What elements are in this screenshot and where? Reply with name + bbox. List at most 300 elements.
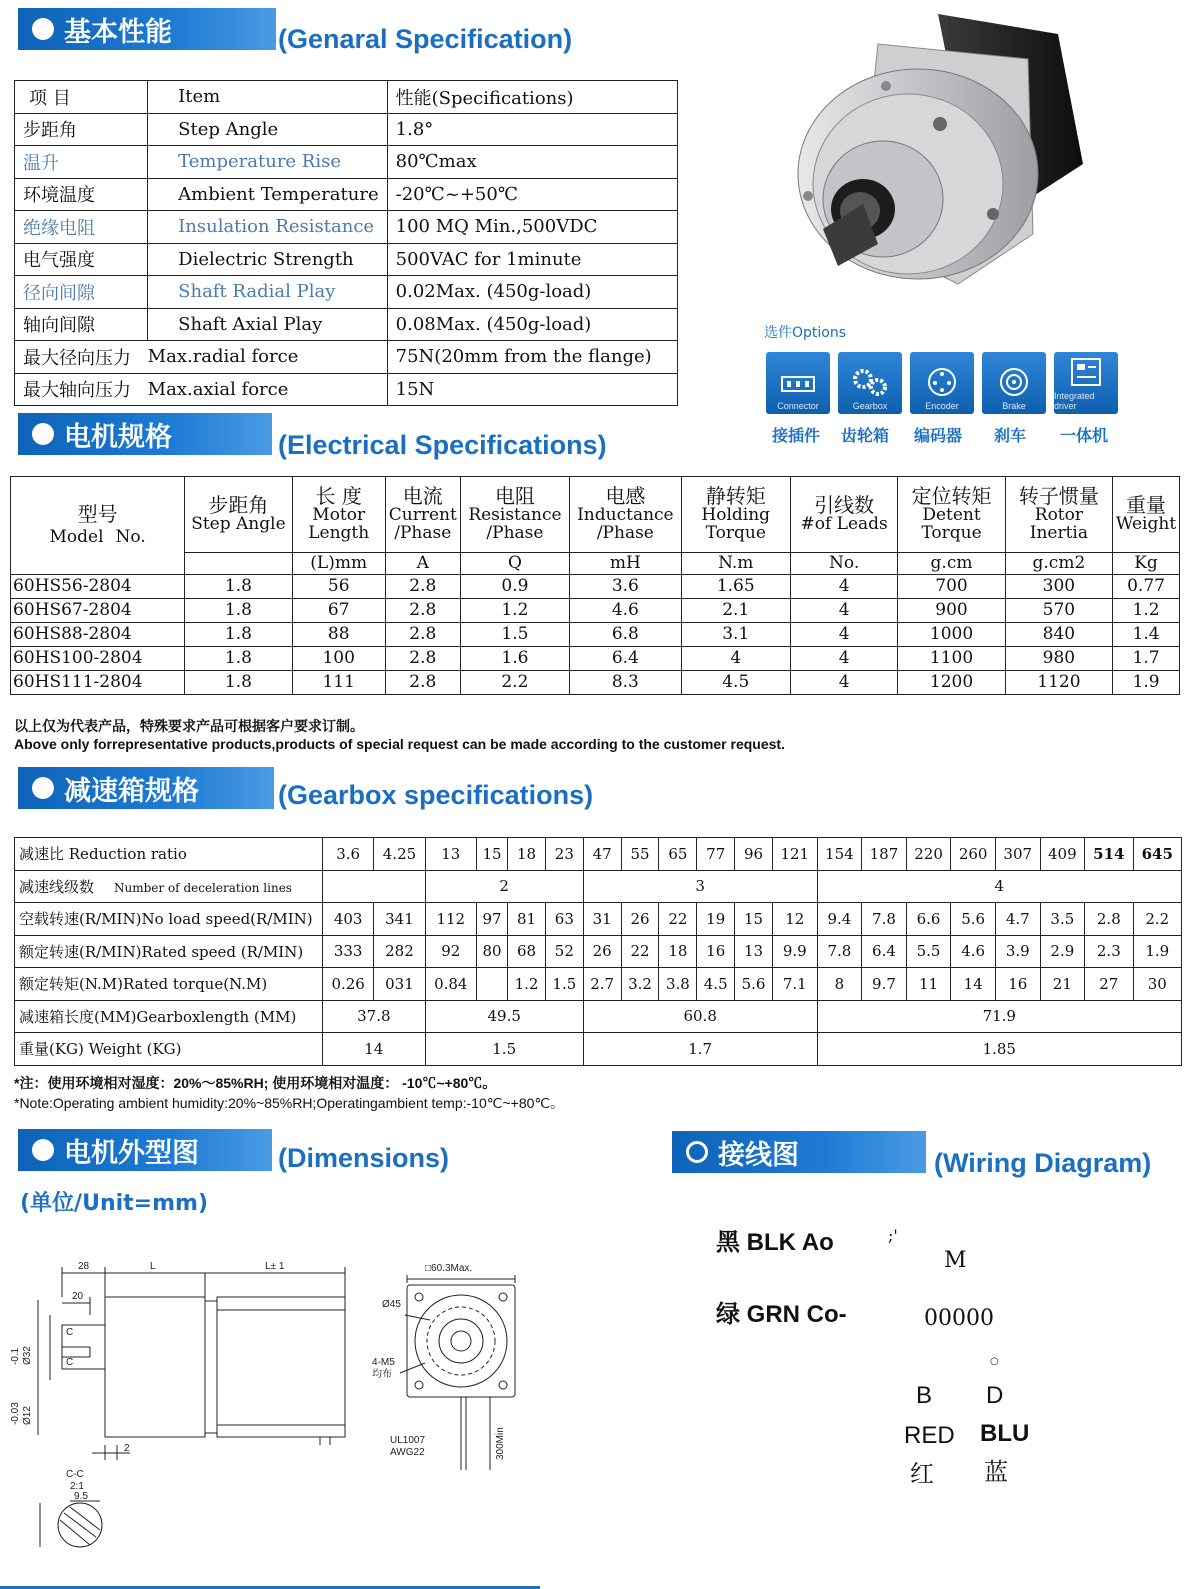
electrical-value: 3.1 bbox=[681, 623, 790, 647]
gearbox-noload-label: 空载转速(R/MIN)No load speed(R/MIN) bbox=[15, 903, 323, 936]
gearbox-noload-row bbox=[15, 903, 1182, 936]
gearbox-value: 1.9 bbox=[1133, 935, 1182, 968]
electrical-value: 0.9 bbox=[460, 575, 569, 599]
spec-row-en: Temperature Rise bbox=[148, 146, 387, 179]
wire-mark: ;' bbox=[888, 1226, 898, 1245]
dim-300: 300Min bbox=[495, 1427, 506, 1460]
gearbox-length-value: 49.5 bbox=[425, 1000, 583, 1033]
electrical-spec-table bbox=[10, 476, 1180, 695]
gearbox-value: 52 bbox=[545, 935, 583, 968]
electrical-header-cell bbox=[292, 477, 385, 553]
electrical-value: 840 bbox=[1005, 623, 1112, 647]
spec-row-en: Dielectric Strength bbox=[148, 243, 387, 276]
electrical-header-en1: Current bbox=[388, 505, 457, 526]
electrical-value: 0.77 bbox=[1113, 575, 1180, 599]
gearbox-value: 77 bbox=[697, 838, 735, 871]
gearbox-rated-row bbox=[15, 935, 1182, 968]
electrical-value: 67 bbox=[292, 599, 385, 623]
gearbox-value: 9.9 bbox=[772, 935, 817, 968]
spec-header-value: 性能(Specifications) bbox=[387, 81, 677, 114]
option-connector[interactable] bbox=[766, 352, 830, 414]
electrical-header-en2: /Phase bbox=[596, 523, 654, 543]
electrical-value: 4.6 bbox=[570, 599, 681, 623]
electrical-header-cell bbox=[570, 477, 681, 553]
gearbox-length-value: 60.8 bbox=[583, 1000, 817, 1033]
electrical-value: 6.4 bbox=[570, 647, 681, 671]
electrical-value: 1.2 bbox=[460, 599, 569, 623]
electrical-header-row bbox=[11, 477, 1180, 553]
gearbox-value: 26 bbox=[583, 935, 621, 968]
gearbox-note-cn: *注：使用环境相对湿度：20%～85%RH; 使用环境相对温度： -10℃~+80℃。 bbox=[14, 1075, 497, 1091]
dim-ratio: 2:1 bbox=[70, 1481, 84, 1492]
electrical-value: 1.8 bbox=[185, 599, 292, 623]
option-brake-en: Brake bbox=[1002, 401, 1026, 411]
spec-row-en: Shaft Radial Play bbox=[148, 276, 387, 309]
option-integrated-driver-cn: 一体机 bbox=[1060, 426, 1109, 445]
electrical-value: 4 bbox=[790, 599, 897, 623]
gearbox-stage-value: 3 bbox=[583, 870, 817, 903]
gearbox-value: 4.7 bbox=[995, 903, 1040, 936]
general-section-title-cn: 基本性能 bbox=[64, 16, 172, 48]
gearbox-value: 7.8 bbox=[817, 935, 862, 968]
gearbox-spec-table bbox=[14, 837, 1182, 1066]
integrated-driver-icon bbox=[1066, 355, 1106, 389]
spec-row-cn: 温升 bbox=[15, 146, 148, 179]
electrical-header-cn: 步距角 bbox=[208, 493, 269, 518]
gearbox-value: 341 bbox=[374, 903, 425, 936]
electrical-value: 6.8 bbox=[570, 623, 681, 647]
electrical-header-cell bbox=[898, 477, 1005, 553]
bullet-icon bbox=[686, 1141, 708, 1163]
gearbox-weight-value: 14 bbox=[323, 1033, 426, 1066]
spec-row bbox=[15, 178, 678, 211]
gearbox-value: 2.3 bbox=[1085, 935, 1133, 968]
electrical-header-cn: 静转矩 bbox=[705, 484, 766, 509]
gearbox-stage-value: 2 bbox=[425, 870, 583, 903]
gearbox-value: 4.5 bbox=[697, 968, 735, 1001]
gearbox-value: 2.2 bbox=[1133, 903, 1182, 936]
gearbox-value: 3.9 bbox=[995, 935, 1040, 968]
gearbox-value: 2.7 bbox=[583, 968, 621, 1001]
spec-header-item-en: Item bbox=[148, 81, 387, 114]
spec-header-item-cn: 项 目 bbox=[15, 81, 148, 114]
electrical-header-cell bbox=[1113, 477, 1180, 553]
gearbox-value: 3.5 bbox=[1040, 903, 1085, 936]
option-integrated-driver-en: Integrated driver bbox=[1054, 391, 1095, 411]
spec-row-value: 1.8° bbox=[387, 113, 677, 146]
wire-d-label: D bbox=[986, 1382, 1004, 1409]
spec-row-cn: 最大轴向压力 bbox=[15, 373, 148, 406]
gearbox-value: 1.2 bbox=[508, 968, 546, 1001]
spec-row bbox=[15, 276, 678, 309]
spec-row-cn: 绝缘电阻 bbox=[15, 211, 148, 244]
gearbox-value: 645 bbox=[1133, 838, 1182, 871]
option-connector-en: Connector bbox=[777, 401, 819, 411]
gearbox-stage-value bbox=[323, 870, 426, 903]
electrical-value: 2.8 bbox=[385, 575, 460, 599]
electrical-value: 2.8 bbox=[385, 647, 460, 671]
electrical-header-en2: Length bbox=[308, 523, 370, 543]
gearbox-value: 9.4 bbox=[817, 903, 862, 936]
electrical-header-cell bbox=[11, 477, 185, 575]
electrical-value: 4 bbox=[790, 671, 897, 695]
gearbox-weight-value: 1.7 bbox=[583, 1033, 817, 1066]
gearbox-value: 26 bbox=[621, 903, 659, 936]
electrical-value: 1.4 bbox=[1113, 623, 1180, 647]
option-gearbox-en: Gearbox bbox=[852, 401, 888, 411]
gearbox-value: 514 bbox=[1085, 838, 1133, 871]
gearbox-weight-label: 重量(KG) Weight (KG) bbox=[15, 1033, 323, 1066]
spec-row-en: Shaft Axial Play bbox=[148, 308, 387, 341]
general-spec-table bbox=[14, 80, 678, 406]
spec-row-cn: 轴向间隙 bbox=[15, 308, 148, 341]
wire-blue-cn: 蓝 bbox=[984, 1458, 1008, 1486]
spec-row-value: 0.08Max. (450g-load) bbox=[387, 308, 677, 341]
electrical-value: 2.1 bbox=[681, 599, 790, 623]
dim-m5: 4-M5 bbox=[372, 1357, 395, 1368]
bullet-icon bbox=[32, 1139, 54, 1161]
electrical-value: 4 bbox=[790, 647, 897, 671]
gearbox-rated-label: 额定转速(R/MIN)Rated speed (R/MIN) bbox=[15, 935, 323, 968]
dim-square: □60.3Max. bbox=[425, 1263, 473, 1274]
gearbox-value: 0.26 bbox=[323, 968, 374, 1001]
electrical-value: 1.9 bbox=[1113, 671, 1180, 695]
electrical-header-en1: Motor bbox=[312, 505, 366, 526]
wire-motor-label: M bbox=[944, 1248, 967, 1273]
dim-m5-even: 均布 bbox=[372, 1369, 392, 1380]
general-section-bar bbox=[18, 8, 276, 50]
gearbox-value: 13 bbox=[735, 935, 773, 968]
electrical-value: 4.5 bbox=[681, 671, 790, 695]
electrical-header-cn: 重量 bbox=[1126, 493, 1167, 518]
dim-l: L bbox=[150, 1261, 156, 1272]
dimensions-section-title-en: (Dimensions) bbox=[278, 1143, 450, 1173]
spec-row bbox=[15, 243, 678, 276]
electrical-header-cell bbox=[681, 477, 790, 553]
option-brake[interactable] bbox=[982, 352, 1046, 414]
gearbox-value: 19 bbox=[697, 903, 735, 936]
gearbox-value: 3.2 bbox=[621, 968, 659, 1001]
gearbox-value: 307 bbox=[995, 838, 1040, 871]
gearbox-value: 11 bbox=[906, 968, 951, 1001]
dim-l-tol: L± 1 bbox=[265, 1261, 285, 1272]
electrical-header-en1: Detent bbox=[922, 505, 981, 526]
gearbox-value: 154 bbox=[817, 838, 862, 871]
gearbox-value: 31 bbox=[583, 903, 621, 936]
gearbox-value: 187 bbox=[862, 838, 907, 871]
electrical-unit-cell: Kg bbox=[1113, 553, 1180, 575]
spec-row-cn: 径向间隙 bbox=[15, 276, 148, 309]
electrical-value: 980 bbox=[1005, 647, 1112, 671]
gearbox-value: 80 bbox=[476, 935, 507, 968]
electrical-header-cell bbox=[385, 477, 460, 553]
electrical-value: 1.8 bbox=[185, 623, 292, 647]
spec-row-value: 75N(20mm from the flange) bbox=[387, 341, 677, 374]
electrical-value: 1.65 bbox=[681, 575, 790, 599]
gearbox-ratio-label: 减速比 Reduction ratio bbox=[15, 838, 323, 871]
electrical-row bbox=[11, 599, 1180, 623]
gearbox-stages-row bbox=[15, 870, 1182, 903]
spec-row-en: Insulation Resistance bbox=[148, 211, 387, 244]
electrical-value: 8.3 bbox=[570, 671, 681, 695]
spec-row bbox=[15, 146, 678, 179]
gearbox-value: 16 bbox=[697, 935, 735, 968]
electrical-unit-cell: (L)mm bbox=[292, 553, 385, 575]
gearbox-value: 68 bbox=[508, 935, 546, 968]
electrical-unit-cell: g.cm bbox=[898, 553, 1005, 575]
gearbox-value: 97 bbox=[476, 903, 507, 936]
encoder-icon bbox=[922, 365, 962, 399]
gearbox-weight-value: 1.5 bbox=[425, 1033, 583, 1066]
gearbox-value: 63 bbox=[545, 903, 583, 936]
bullet-icon bbox=[32, 18, 54, 40]
gearbox-value: 65 bbox=[659, 838, 697, 871]
electrical-value: 1.6 bbox=[460, 647, 569, 671]
spec-row-cn: 步距角 bbox=[15, 113, 148, 146]
wiring-section-bar bbox=[672, 1131, 926, 1173]
gearbox-value: 27 bbox=[1085, 968, 1133, 1001]
electrical-header-cell bbox=[1005, 477, 1112, 553]
electrical-header-en1: Step Angle bbox=[191, 514, 286, 535]
wire-b-label: B bbox=[916, 1382, 933, 1409]
options-title: 选件Options bbox=[764, 325, 847, 341]
gearbox-value: 92 bbox=[425, 935, 476, 968]
electrical-header-en1: Resistance bbox=[468, 505, 562, 526]
spec-row-value: 15N bbox=[387, 373, 677, 406]
gearbox-length-label: 减速箱长度(MM)Gearboxlength (MM) bbox=[15, 1000, 323, 1033]
dim-cc: C-C bbox=[66, 1469, 84, 1480]
wire-red-label: RED bbox=[904, 1422, 955, 1449]
gearbox-value: 47 bbox=[583, 838, 621, 871]
electrical-value: 100 bbox=[292, 647, 385, 671]
electrical-header-cell bbox=[460, 477, 569, 553]
gearbox-value: 3.8 bbox=[659, 968, 697, 1001]
gearbox-stages-en: Number of deceleration lines bbox=[114, 880, 292, 895]
spec-row-cn: 环境温度 bbox=[15, 178, 148, 211]
bullet-icon bbox=[32, 777, 54, 799]
electrical-note-en: Above only forrepresentative products,products of special request can be made according to the customer request. bbox=[14, 736, 785, 752]
electrical-unit-cell: g.cm2 bbox=[1005, 553, 1112, 575]
electrical-row bbox=[11, 575, 1180, 599]
gearbox-value bbox=[476, 968, 507, 1001]
electrical-header-en2: Torque bbox=[705, 523, 766, 543]
gearbox-value: 0.84 bbox=[425, 968, 476, 1001]
electrical-header-en2: /Phase bbox=[486, 523, 544, 543]
dim-95: 9.5 bbox=[74, 1491, 88, 1502]
spec-row bbox=[15, 341, 678, 374]
dim-phi32: Ø32 bbox=[22, 1346, 33, 1365]
dim-phi12: Ø12 bbox=[22, 1406, 33, 1425]
electrical-value: 2.8 bbox=[385, 671, 460, 695]
gearbox-ratio-row bbox=[15, 838, 1182, 871]
spec-row-value: 500VAC for 1minute bbox=[387, 243, 677, 276]
option-integrated-driver[interactable] bbox=[1054, 352, 1118, 414]
electrical-model: 60HS88-2804 bbox=[11, 623, 185, 647]
spec-row bbox=[15, 373, 678, 406]
electrical-header-en1: Holding bbox=[701, 505, 771, 526]
electrical-value: 1200 bbox=[898, 671, 1005, 695]
spec-header-row bbox=[15, 81, 678, 114]
connector-icon bbox=[778, 369, 818, 399]
gearbox-value: 333 bbox=[323, 935, 374, 968]
electrical-value: 900 bbox=[898, 599, 1005, 623]
electrical-value: 56 bbox=[292, 575, 385, 599]
electrical-model: 60HS67-2804 bbox=[11, 599, 185, 623]
gearbox-value: 18 bbox=[508, 838, 546, 871]
electrical-header-cn: 电阻 bbox=[494, 484, 535, 509]
option-encoder-en: Encoder bbox=[925, 401, 959, 411]
option-brake-cn: 刹车 bbox=[994, 426, 1027, 445]
wire-black-label: 黑 BLK Ao bbox=[716, 1229, 834, 1256]
gearbox-value: 15 bbox=[476, 838, 507, 871]
electrical-note-cn: 以上仅为代表产品，特殊要求产品可根据客户要求订制。 bbox=[14, 718, 364, 734]
gearbox-value: 81 bbox=[508, 903, 546, 936]
dim-phi45: Ø45 bbox=[382, 1299, 401, 1310]
electrical-value: 2.8 bbox=[385, 599, 460, 623]
electrical-value: 1.8 bbox=[185, 647, 292, 671]
electrical-header-cn: 型号 bbox=[77, 502, 118, 527]
brake-icon bbox=[994, 365, 1034, 399]
electrical-value: 4 bbox=[790, 575, 897, 599]
electrical-value: 1100 bbox=[898, 647, 1005, 671]
gearbox-value: 16 bbox=[995, 968, 1040, 1001]
spec-row-cn: 最大径向压力 bbox=[15, 341, 148, 374]
gearbox-length-value: 37.8 bbox=[323, 1000, 426, 1033]
gearbox-note-en: *Note:Operating ambient humidity:20%~85%RH;Operatingambient temp:-10℃~+80℃。 bbox=[14, 1095, 565, 1111]
option-gearbox[interactable] bbox=[838, 352, 902, 414]
gearbox-value: 5.6 bbox=[735, 968, 773, 1001]
electrical-section-bar bbox=[18, 413, 272, 455]
electrical-value: 1.8 bbox=[185, 575, 292, 599]
electrical-section-title-en: (Electrical Specifications) bbox=[278, 430, 607, 460]
electrical-header-en1: Weight bbox=[1115, 514, 1177, 535]
dimensions-unit: (单位/Unit=mm) bbox=[20, 1191, 209, 1216]
dim-20: 20 bbox=[72, 1291, 84, 1302]
gearbox-value: 22 bbox=[659, 903, 697, 936]
bullet-icon bbox=[32, 423, 54, 445]
electrical-header-en1: Model bbox=[49, 527, 104, 548]
option-encoder[interactable] bbox=[910, 352, 974, 414]
gearbox-value: 403 bbox=[323, 903, 374, 936]
dim-c-top: C bbox=[66, 1327, 74, 1338]
gearbox-value: 260 bbox=[951, 838, 996, 871]
motor-product-image bbox=[768, 4, 1108, 304]
electrical-row bbox=[11, 671, 1180, 695]
electrical-section-title-cn: 电机规格 bbox=[64, 421, 172, 453]
gearbox-stages-cn: 减速线级数 bbox=[19, 877, 95, 896]
spec-row-en: Ambient Temperature bbox=[148, 178, 387, 211]
spec-row-value: 80℃max bbox=[387, 146, 677, 179]
electrical-value: 111 bbox=[292, 671, 385, 695]
spec-row-cn: 电气强度 bbox=[15, 243, 148, 276]
electrical-value: 1.8 bbox=[185, 671, 292, 695]
spec-row-value: 0.02Max. (450g-load) bbox=[387, 276, 677, 309]
dim-phi12-tol: -0.03 bbox=[10, 1402, 21, 1425]
gearbox-value: 21 bbox=[1040, 968, 1085, 1001]
gearbox-value: 5.6 bbox=[951, 903, 996, 936]
gearbox-value: 220 bbox=[906, 838, 951, 871]
electrical-value: 2.2 bbox=[460, 671, 569, 695]
gearbox-value: 4.6 bbox=[951, 935, 996, 968]
electrical-model: 60HS56-2804 bbox=[11, 575, 185, 599]
gearbox-value: 2.9 bbox=[1040, 935, 1085, 968]
gearbox-value: 2.8 bbox=[1085, 903, 1133, 936]
gearbox-value: 55 bbox=[621, 838, 659, 871]
dim-wire-awg: AWG22 bbox=[390, 1447, 425, 1458]
general-section-title-en: (Genaral Specification) bbox=[278, 24, 573, 54]
dim-2: 2 bbox=[124, 1443, 130, 1454]
gearbox-value: 031 bbox=[374, 968, 425, 1001]
gearbox-value: 23 bbox=[545, 838, 583, 871]
electrical-value: 570 bbox=[1005, 599, 1112, 623]
gearbox-value: 18 bbox=[659, 935, 697, 968]
electrical-model: 60HS100-2804 bbox=[11, 647, 185, 671]
gearbox-value: 7.8 bbox=[862, 903, 907, 936]
gearbox-value: 30 bbox=[1133, 968, 1182, 1001]
electrical-header-en1: Rotor bbox=[1034, 505, 1083, 526]
spec-row-en: Max.radial force bbox=[148, 341, 387, 374]
electrical-value: 4 bbox=[790, 623, 897, 647]
gearbox-torque-label: 额定转矩(N.M)Rated torque(N.M) bbox=[15, 968, 323, 1001]
electrical-header-en1: Inductance bbox=[577, 505, 674, 526]
electrical-value: 1120 bbox=[1005, 671, 1112, 695]
gearbox-value: 15 bbox=[735, 903, 773, 936]
electrical-value: 88 bbox=[292, 623, 385, 647]
gearbox-icon bbox=[850, 365, 890, 399]
gearbox-value: 7.1 bbox=[772, 968, 817, 1001]
spec-row-en: Step Angle bbox=[148, 113, 387, 146]
gearbox-stages-label bbox=[15, 870, 323, 903]
electrical-row bbox=[11, 647, 1180, 671]
spec-row-value: 100 MQ Min.,500VDC bbox=[387, 211, 677, 244]
gearbox-weight-row bbox=[15, 1033, 1182, 1066]
dimension-drawing bbox=[0, 1255, 540, 1589]
gearbox-stage-value: 4 bbox=[817, 870, 1181, 903]
electrical-unit-cell: N.m bbox=[681, 553, 790, 575]
electrical-header-cell bbox=[790, 477, 897, 553]
gearbox-value: 4.25 bbox=[374, 838, 425, 871]
gearbox-section-title-cn: 减速箱规格 bbox=[64, 775, 199, 807]
wire-green-label: 绿 GRN Co- bbox=[716, 1301, 847, 1328]
electrical-row bbox=[11, 623, 1180, 647]
gearbox-value: 1.5 bbox=[545, 968, 583, 1001]
wire-blue-label: BLU bbox=[980, 1420, 1030, 1447]
wire-red-cn: 红 bbox=[910, 1460, 934, 1488]
spec-row bbox=[15, 113, 678, 146]
electrical-value: 700 bbox=[898, 575, 1005, 599]
dimensions-section-title-cn: 电机外型图 bbox=[64, 1137, 199, 1169]
electrical-value: 1.7 bbox=[1113, 647, 1180, 671]
electrical-value: 1.2 bbox=[1113, 599, 1180, 623]
electrical-header-cn: 电感 bbox=[605, 484, 646, 509]
spec-row-en: Max.axial force bbox=[148, 373, 387, 406]
gearbox-weight-value: 1.85 bbox=[817, 1033, 1181, 1066]
option-connector-cn: 接插件 bbox=[772, 426, 821, 445]
electrical-header-cn: 定位转矩 bbox=[911, 484, 992, 509]
electrical-value: 300 bbox=[1005, 575, 1112, 599]
gearbox-value: 22 bbox=[621, 935, 659, 968]
gearbox-value: 13 bbox=[425, 838, 476, 871]
electrical-header-cn: 长 度 bbox=[315, 484, 362, 509]
electrical-unit-cell: mH bbox=[570, 553, 681, 575]
electrical-value: 3.6 bbox=[570, 575, 681, 599]
electrical-header-cn: 电流 bbox=[402, 484, 443, 509]
gearbox-value: 121 bbox=[772, 838, 817, 871]
electrical-header-en2: Torque bbox=[921, 523, 982, 543]
gearbox-value: 6.4 bbox=[862, 935, 907, 968]
gearbox-value: 5.5 bbox=[906, 935, 951, 968]
wiring-section-title-en: (Wiring Diagram) bbox=[934, 1148, 1152, 1178]
